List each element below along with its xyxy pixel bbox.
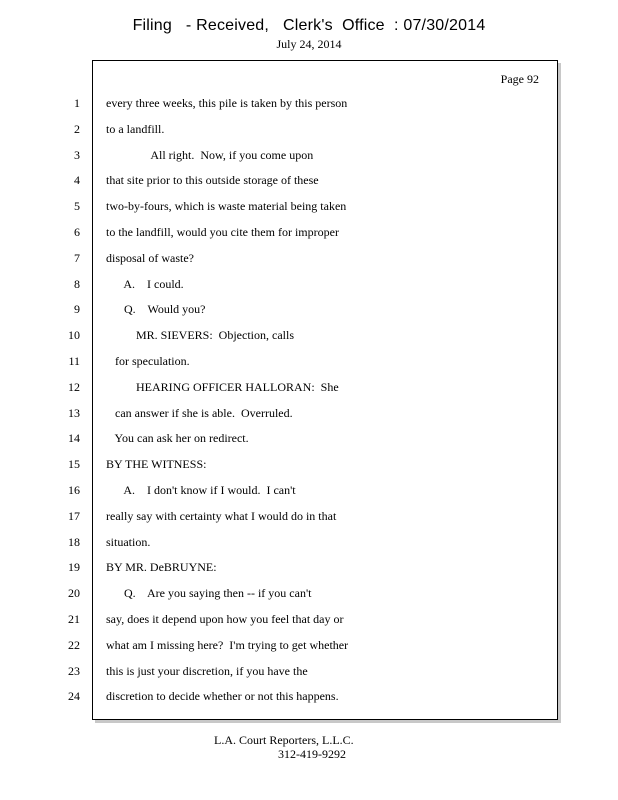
line-number: 10 bbox=[68, 328, 80, 342]
transcript-line-text: this is just your discretion, if you have the bbox=[106, 664, 308, 678]
reporter-company: L.A. Court Reporters, L.L.C. bbox=[214, 733, 354, 747]
line-number: 23 bbox=[68, 664, 80, 678]
transcript-line-text: what am I missing here? I'm trying to get whether bbox=[106, 638, 349, 652]
line-number: 17 bbox=[68, 509, 80, 523]
transcript-line-text: say, does it depend upon how you feel that day or bbox=[106, 612, 344, 626]
transcript-line-text: BY MR. DeBRUYNE: bbox=[106, 560, 217, 574]
transcript-line-text: can answer if she is able. Overruled. bbox=[106, 406, 293, 420]
transcript-line-text: You can ask her on redirect. bbox=[106, 431, 249, 445]
line-number: 8 bbox=[74, 277, 80, 291]
line-number: 7 bbox=[74, 251, 80, 265]
transcript-line-text: Q. Would you? bbox=[106, 302, 206, 316]
transcript-line-text: that site prior to this outside storage of these bbox=[106, 173, 319, 187]
transcript-line-text: to a landfill. bbox=[106, 122, 165, 136]
filing-stamp: Filing - Received, Clerk's Office : 07/30/2014 bbox=[132, 17, 486, 34]
page-number: Page 92 bbox=[500, 72, 539, 86]
transcript-line-text: really say with certainty what I would do in that bbox=[106, 509, 337, 523]
line-number: 4 bbox=[74, 173, 80, 187]
transcript-line-text: A. I don't know if I would. I can't bbox=[106, 483, 296, 497]
line-number: 12 bbox=[68, 380, 80, 394]
line-number: 18 bbox=[68, 535, 80, 549]
line-number: 9 bbox=[74, 302, 80, 316]
transcript-date: July 24, 2014 bbox=[276, 37, 342, 51]
transcript-line-text: Q. Are you saying then -- if you can't bbox=[106, 586, 312, 600]
transcript-line-text: A. I could. bbox=[106, 277, 184, 291]
line-number: 11 bbox=[68, 354, 80, 368]
transcript-line-text: situation. bbox=[106, 535, 151, 549]
line-number: 22 bbox=[68, 638, 80, 652]
line-number: 24 bbox=[68, 689, 80, 703]
line-number: 13 bbox=[68, 406, 80, 420]
line-number: 1 bbox=[74, 96, 80, 110]
transcript-line-text: MR. SIEVERS: Objection, calls bbox=[106, 328, 294, 342]
transcript-line-text: HEARING OFFICER HALLORAN: She bbox=[106, 380, 339, 394]
transcript-line-text: All right. Now, if you come upon bbox=[106, 148, 314, 162]
line-number: 3 bbox=[74, 148, 80, 162]
transcript-line-text: two-by-fours, which is waste material being taken bbox=[106, 199, 347, 213]
line-number: 2 bbox=[74, 122, 80, 136]
reporter-phone: 312-419-9292 bbox=[278, 747, 346, 761]
line-number: 16 bbox=[68, 483, 80, 497]
line-number: 20 bbox=[68, 586, 80, 600]
transcript-line-text: BY THE WITNESS: bbox=[106, 457, 207, 471]
transcript-line-text: every three weeks, this pile is taken by this person bbox=[106, 96, 348, 110]
transcript-line-text: discretion to decide whether or not this happens. bbox=[106, 689, 339, 703]
line-number: 5 bbox=[74, 199, 80, 213]
line-number: 14 bbox=[68, 431, 80, 445]
line-number: 6 bbox=[74, 225, 80, 239]
line-number: 21 bbox=[68, 612, 80, 626]
transcript-line-text: disposal of waste? bbox=[106, 251, 194, 265]
transcript-line-text: for speculation. bbox=[106, 354, 190, 368]
line-number: 15 bbox=[68, 457, 80, 471]
transcript-line-text: to the landfill, would you cite them for improper bbox=[106, 225, 339, 239]
line-number: 19 bbox=[68, 560, 80, 574]
